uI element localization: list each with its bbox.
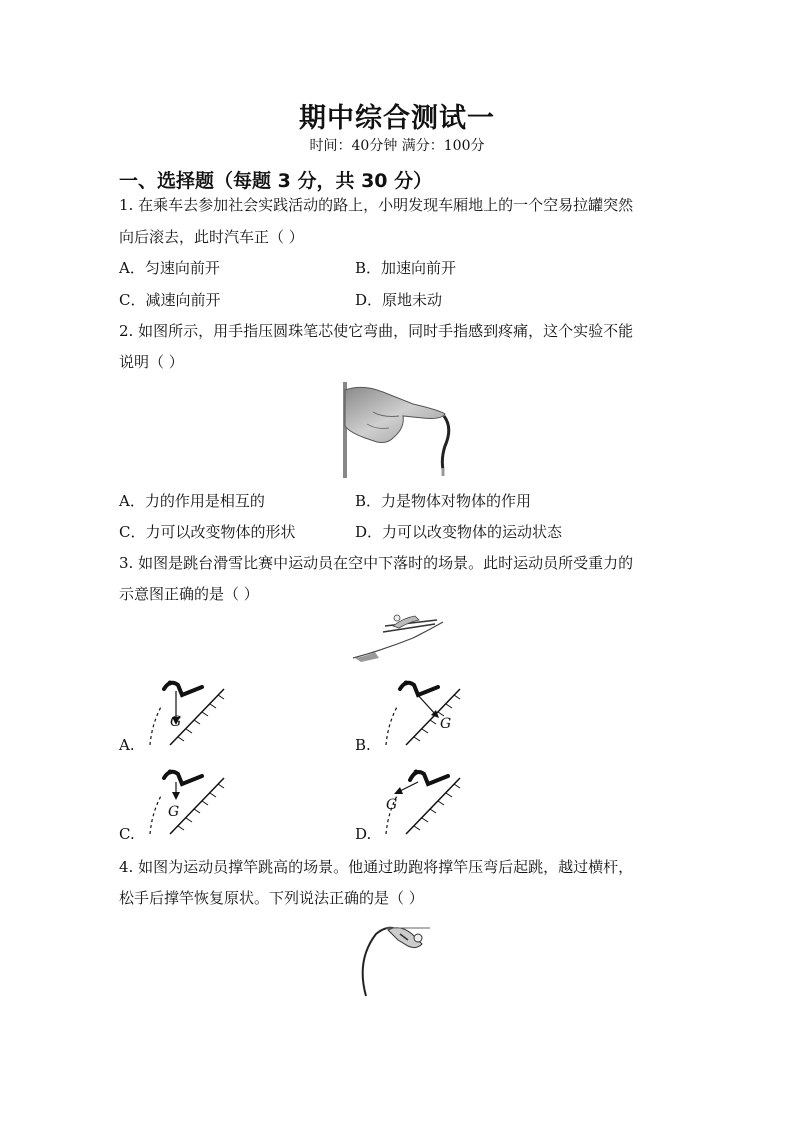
q1-line-2: 向后滚去，此时汽车正（ ） [119, 228, 304, 246]
q4-line-2: 松手后撑竿恢复原状。下列说法正确的是（ ） [119, 889, 424, 907]
pole-vault-figure [356, 920, 432, 1000]
q1-option-a: A．匀速向前开 [119, 259, 220, 277]
option-b-diagram [376, 675, 468, 751]
option-d-force-label: G [386, 797, 398, 813]
q2-option-b: B．力是物体对物体的作用 [355, 492, 532, 510]
q2-option-d: D．力可以改变物体的运动状态 [355, 523, 563, 541]
q1-line-1: 1. 在乘车去参加社会实践活动的路上，小明发现车厢地上的一个空易拉罐突然 [119, 196, 634, 214]
ski-jumper-figure [353, 612, 445, 664]
q2-line-2: 说明（ ） [119, 353, 184, 371]
q2-line-1: 2. 如图所示，用手指压圆珠笔芯使它弯曲，同时手指感到疼痛，这个实验不能 [119, 322, 634, 340]
page-title: 期中综合测试一 [299, 103, 495, 134]
q4-line-1: 4. 如图为运动员撑竿跳高的场景。他通过助跑将撑竿压弯后起跳，越过横杆， [119, 858, 634, 876]
exam-info: 时间：40分钟 满分：100分 [309, 138, 485, 154]
q3-option-b: B. [355, 736, 371, 754]
option-a-diagram [140, 675, 232, 751]
q1-option-d: D．原地未动 [355, 291, 443, 309]
section-heading: 一、选择题（每题 3 分，共 30 分） [119, 170, 433, 192]
q3-option-c: C. [119, 825, 135, 843]
q2-option-c: C．力可以改变物体的形状 [119, 523, 296, 541]
q3-line-1: 3. 如图是跳台滑雪比赛中运动员在空中下落时的场景。此时运动员所受重力的 [119, 554, 634, 572]
finger-pressing-pen-figure [343, 382, 453, 478]
q1-option-c: C．减速向前开 [119, 291, 221, 309]
q1-option-b: B．加速向前开 [355, 259, 457, 277]
q3-option-d: D. [355, 825, 372, 843]
option-a-force-label: G [170, 714, 182, 730]
q2-option-a: A．力的作用是相互的 [119, 492, 265, 510]
q3-option-a: A. [119, 736, 135, 754]
option-c-force-label: G [168, 804, 180, 820]
option-b-force-label: G [440, 716, 452, 732]
option-c-diagram [140, 764, 232, 840]
q3-line-2: 示意图正确的是（ ） [119, 585, 259, 603]
